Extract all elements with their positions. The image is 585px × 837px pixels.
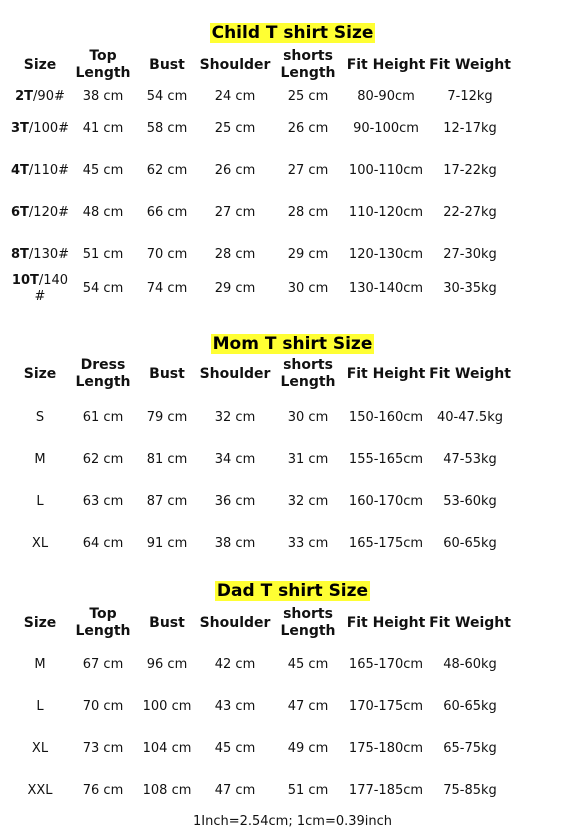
dad-section-title: Dad T shirt Size: [216, 581, 369, 601]
child-header-3: Shoulder: [199, 57, 271, 73]
mom-row-cell: 53-60kg: [443, 494, 497, 509]
mom-row-cell: 34 cm: [214, 452, 256, 467]
dad-row-cell: 45 cm: [214, 741, 256, 756]
child-row-cell: 41 cm: [82, 121, 124, 136]
child-title-wrap: [0, 23, 585, 43]
child-row-cell: 30-35kg: [443, 281, 497, 296]
dad-row-cell: 43 cm: [214, 699, 256, 714]
child-size-cell: 10T/140 #: [11, 273, 69, 304]
mom-row-cell: 30 cm: [287, 410, 329, 425]
mom-row-cell: L: [36, 494, 44, 509]
child-row-cell: 25 cm: [214, 121, 256, 136]
dad-row-cell: XL: [31, 741, 49, 756]
mom-row-cell: 38 cm: [214, 536, 256, 551]
dad-row-cell: 67 cm: [82, 657, 124, 672]
mom-row-cell: M: [34, 452, 46, 467]
dad-row-cell: 104 cm: [142, 741, 192, 756]
child-row-cell: 54 cm: [82, 281, 124, 296]
mom-row-cell: 32 cm: [287, 494, 329, 509]
mom-row-cell: 61 cm: [82, 410, 124, 425]
child-row-cell: 110-120cm: [348, 205, 424, 220]
mom-header-0: Size: [23, 366, 57, 382]
child-row-cell: 48 cm: [82, 205, 124, 220]
child-row-cell: 27 cm: [214, 205, 256, 220]
child-row-cell: 45 cm: [82, 163, 124, 178]
dad-header-0: Size: [23, 615, 57, 631]
mom-header-3: Shoulder: [199, 366, 271, 382]
child-header-5: Fit Height: [346, 57, 426, 73]
mom-row-cell: S: [35, 410, 45, 425]
mom-row-cell: 165-175cm: [348, 536, 424, 551]
child-size-cell: 2T/90#: [15, 89, 65, 104]
dad-row-cell: 65-75kg: [443, 741, 497, 756]
dad-header-5: Fit Height: [346, 615, 426, 631]
child-row-cell: 80-90cm: [357, 89, 415, 104]
child-header-0: Size: [23, 57, 57, 73]
child-row-cell: 29 cm: [214, 281, 256, 296]
child-row-cell: 58 cm: [146, 121, 188, 136]
child-header-6: Fit Weight: [429, 57, 511, 73]
child-section-title: Child T shirt Size: [211, 23, 374, 43]
dad-row-cell: XXL: [27, 783, 53, 798]
child-row-cell: 24 cm: [214, 89, 256, 104]
dad-row-cell: 70 cm: [82, 699, 124, 714]
child-row-cell: 27 cm: [287, 163, 329, 178]
child-row-cell: 70 cm: [146, 247, 188, 262]
mom-row-cell: 32 cm: [214, 410, 256, 425]
child-row-cell: 74 cm: [146, 281, 188, 296]
dad-row-cell: 48-60kg: [443, 657, 497, 672]
dad-header-1: Top Length: [75, 606, 131, 639]
child-header-4: shorts Length: [280, 48, 336, 81]
child-header-2: Bust: [149, 57, 185, 73]
dad-row-cell: 47 cm: [287, 699, 329, 714]
mom-row-cell: 33 cm: [287, 536, 329, 551]
mom-row-cell: 160-170cm: [348, 494, 424, 509]
child-row-cell: 130-140cm: [348, 281, 424, 296]
dad-row-cell: 51 cm: [287, 783, 329, 798]
dad-row-cell: 96 cm: [146, 657, 188, 672]
dad-header-4: shorts Length: [280, 606, 336, 639]
mom-row-cell: 40-47.5kg: [437, 410, 503, 425]
child-row-cell: 38 cm: [82, 89, 124, 104]
dad-row-cell: 47 cm: [214, 783, 256, 798]
child-row-cell: 28 cm: [287, 205, 329, 220]
dad-row-cell: 73 cm: [82, 741, 124, 756]
child-row-cell: 54 cm: [146, 89, 188, 104]
dad-row-cell: M: [34, 657, 46, 672]
dad-row-cell: 165-170cm: [348, 657, 424, 672]
mom-row-cell: 64 cm: [82, 536, 124, 551]
mom-header-1: Dress Length: [75, 357, 131, 390]
child-size-cell: 4T/110#: [10, 163, 70, 178]
child-row-cell: 29 cm: [287, 247, 329, 262]
child-row-cell: 27-30kg: [443, 247, 497, 262]
dad-row-cell: L: [36, 699, 44, 714]
child-row-cell: 51 cm: [82, 247, 124, 262]
child-size-cell: 3T/100#: [10, 121, 70, 136]
dad-row-cell: 175-180cm: [348, 741, 424, 756]
child-row-cell: 26 cm: [287, 121, 329, 136]
child-size-cell: 6T/120#: [10, 205, 70, 220]
mom-header-4: shorts Length: [280, 357, 336, 390]
dad-row-cell: 177-185cm: [348, 783, 424, 798]
mom-row-cell: 47-53kg: [443, 452, 497, 467]
child-row-cell: 7-12kg: [447, 89, 493, 104]
child-row-cell: 62 cm: [146, 163, 188, 178]
child-row-cell: 66 cm: [146, 205, 188, 220]
child-row-cell: 30 cm: [287, 281, 329, 296]
mom-row-cell: 87 cm: [146, 494, 188, 509]
mom-row-cell: 81 cm: [146, 452, 188, 467]
dad-row-cell: 45 cm: [287, 657, 329, 672]
mom-row-cell: XL: [31, 536, 49, 551]
child-size-cell: 8T/130#: [10, 247, 70, 262]
mom-row-cell: 63 cm: [82, 494, 124, 509]
child-row-cell: 22-27kg: [443, 205, 497, 220]
child-row-cell: 90-100cm: [353, 121, 419, 136]
conversion-note: 1Inch=2.54cm; 1cm=0.39inch: [192, 814, 393, 829]
dad-row-cell: 170-175cm: [348, 699, 424, 714]
mom-header-2: Bust: [149, 366, 185, 382]
child-header-1: Top Length: [75, 48, 131, 81]
child-row-cell: 17-22kg: [443, 163, 497, 178]
dad-header-3: Shoulder: [199, 615, 271, 631]
dad-row-cell: 108 cm: [142, 783, 192, 798]
mom-title-wrap: [0, 334, 585, 354]
child-row-cell: 100-110cm: [348, 163, 424, 178]
child-row-cell: 26 cm: [214, 163, 256, 178]
dad-row-cell: 42 cm: [214, 657, 256, 672]
dad-header-6: Fit Weight: [429, 615, 511, 631]
child-row-cell: 12-17kg: [443, 121, 497, 136]
mom-header-6: Fit Weight: [429, 366, 511, 382]
mom-row-cell: 155-165cm: [348, 452, 424, 467]
mom-row-cell: 79 cm: [146, 410, 188, 425]
child-row-cell: 25 cm: [287, 89, 329, 104]
mom-row-cell: 36 cm: [214, 494, 256, 509]
mom-header-5: Fit Height: [346, 366, 426, 382]
mom-row-cell: 62 cm: [82, 452, 124, 467]
dad-row-cell: 75-85kg: [443, 783, 497, 798]
dad-row-cell: 60-65kg: [443, 699, 497, 714]
mom-row-cell: 31 cm: [287, 452, 329, 467]
dad-row-cell: 76 cm: [82, 783, 124, 798]
mom-section-title: Mom T shirt Size: [212, 334, 373, 354]
dad-title-wrap: [0, 581, 585, 601]
dad-row-cell: 49 cm: [287, 741, 329, 756]
dad-row-cell: 100 cm: [142, 699, 192, 714]
child-row-cell: 28 cm: [214, 247, 256, 262]
dad-header-2: Bust: [149, 615, 185, 631]
mom-row-cell: 150-160cm: [348, 410, 424, 425]
mom-row-cell: 91 cm: [146, 536, 188, 551]
mom-row-cell: 60-65kg: [443, 536, 497, 551]
child-row-cell: 120-130cm: [348, 247, 424, 262]
